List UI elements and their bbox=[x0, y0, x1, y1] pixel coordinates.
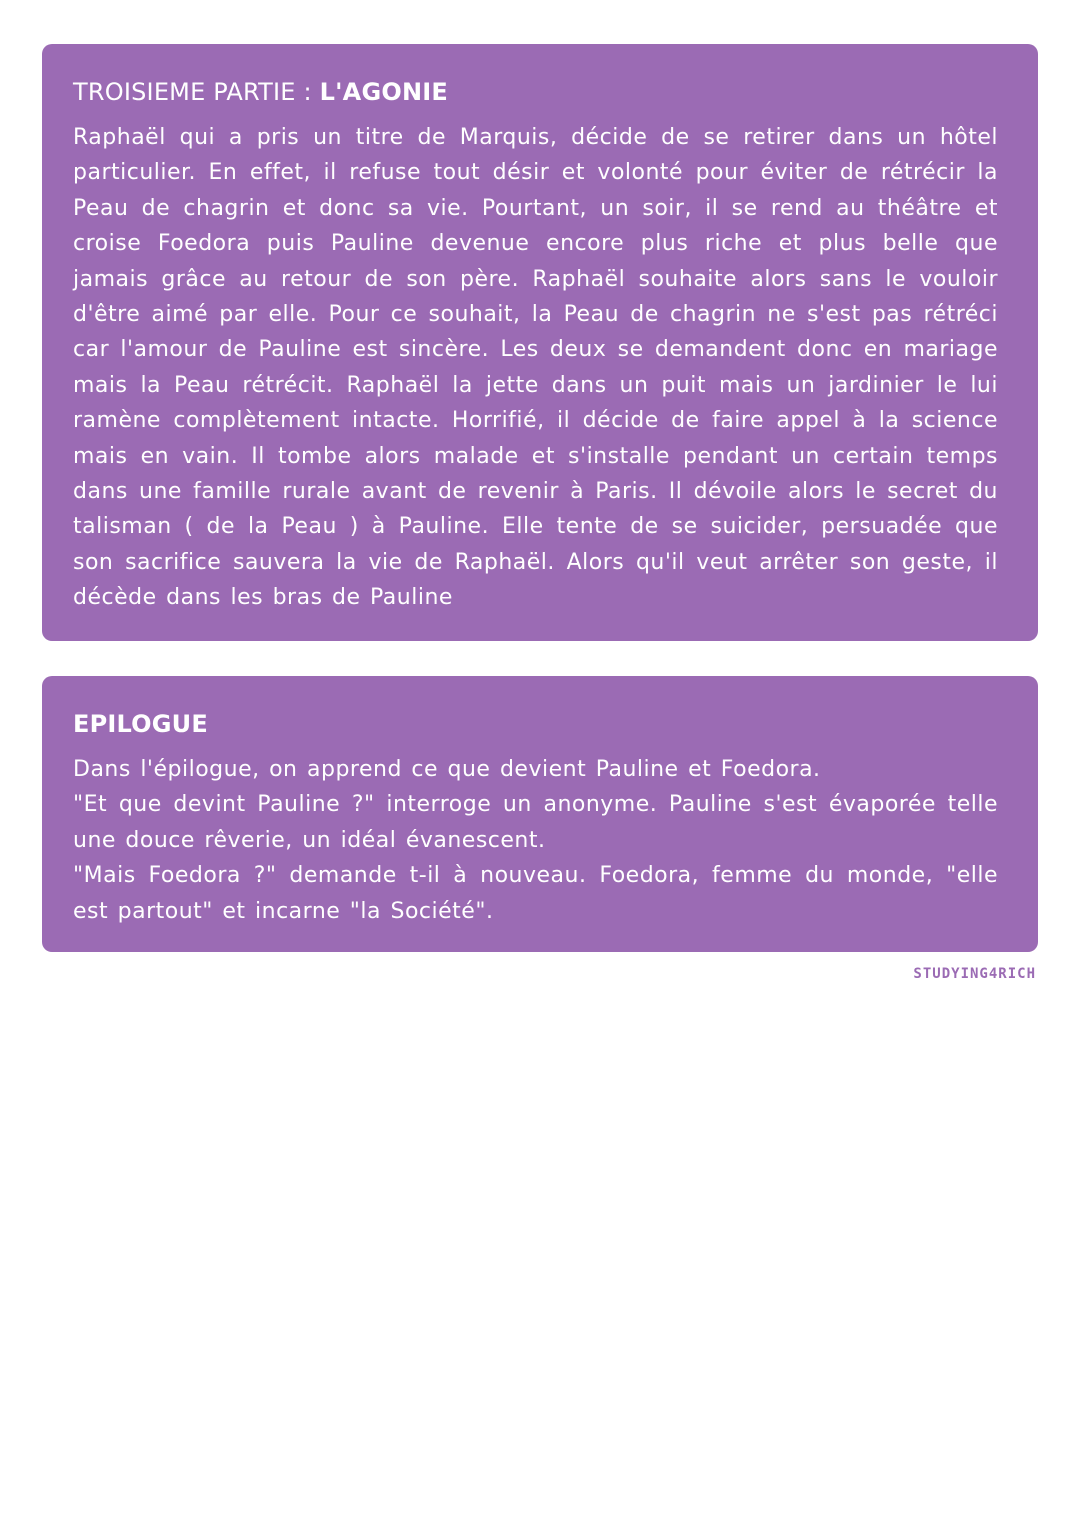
epilogue-title-text: EPILOGUE bbox=[73, 710, 208, 738]
epilogue-line-intro: Dans l'épilogue, on apprend ce que devient Pauline et Foedora. bbox=[73, 757, 821, 782]
epilogue-line-foedora: "Mais Foedora ?" demande t-il à nouveau. Foedora, femme du monde, "elle est partout" et incarne "la Société". bbox=[73, 863, 998, 924]
epilogue-title bbox=[73, 708, 998, 740]
epilogue-line-pauline: "Et que devint Pauline ?" interroge un anonyme. Pauline s'est évaporée telle une douce rêverie, un idéal évanescent. bbox=[73, 792, 998, 853]
part-three-card bbox=[42, 44, 1038, 641]
part-three-title-bold: L'AGONIE bbox=[319, 78, 448, 106]
part-three-body: Raphaël qui a pris un titre de Marquis, décide de se retirer dans un hôtel particulier. En effet, il refuse tout désir et volonté pour éviter de rétrécir la Peau de chagrin et donc sa vie. Pourtant, un soir, il se rend au théâtre et croise Foedora puis Pauline devenue encore plus riche et plus belle que jamais grâce au retour de son père. Raphaël souhaite alors sans le vouloir d'être aimé par elle. Pour ce souhait, la Peau de chagrin ne s'est pas rétréci car l'amour de Pauline est sincère. Les deux se demandent donc en mariage mais la Peau rétrécit. Raphaël la jette dans un puit mais un jardinier le lui ramène complètement intacte. Horrifié, il décide de faire appel à la science mais en vain. Il tombe alors malade et s'installe pendant un certain temps dans une famille rurale avant de revenir à Paris. Il dévoile alors le secret du talisman ( de la Peau ) à Pauline. Elle tente de se suicider, persuadée que son sacrifice sauvera la vie de Raphaël. Alors qu'il veut arrêter son geste, il décède dans les bras de Pauline bbox=[73, 125, 998, 611]
part-three-title bbox=[73, 76, 998, 108]
part-three-title-prefix: TROISIEME PARTIE : bbox=[73, 78, 320, 106]
brand-watermark: STUDYING4RICH bbox=[913, 966, 1036, 982]
epilogue-card bbox=[42, 676, 1038, 952]
